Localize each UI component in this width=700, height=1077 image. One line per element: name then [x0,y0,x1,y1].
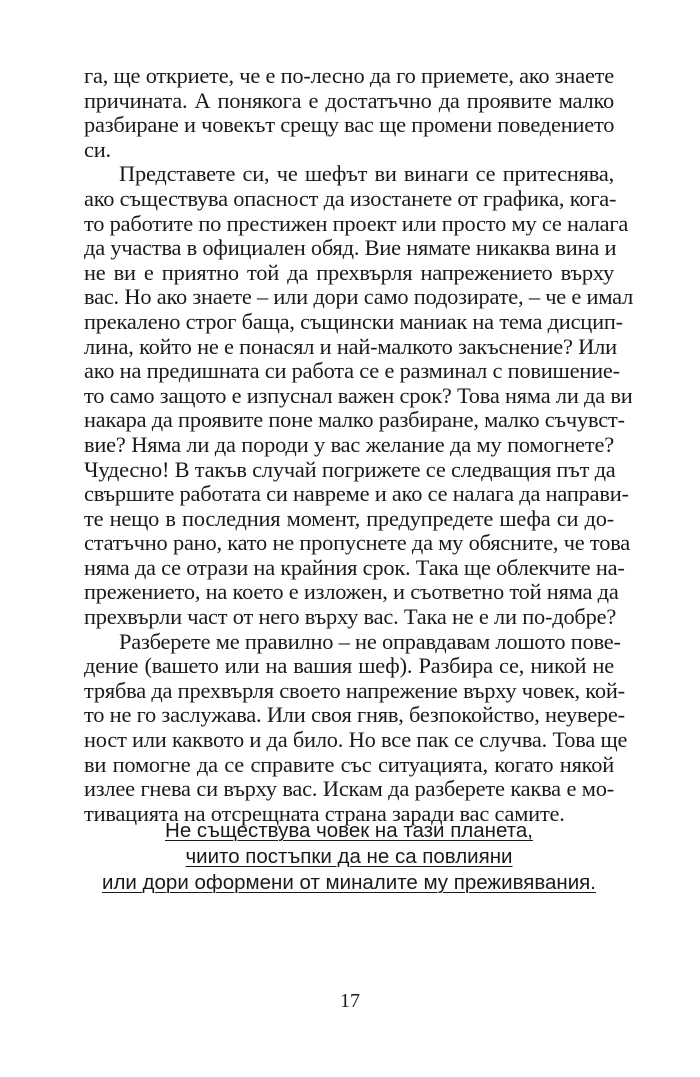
text-line: лина, който не е понасял и най-малкото закъснение? Или [84,333,617,359]
text-line: вие? Няма ли да породи у вас желание да му помогнете? [84,431,614,457]
pull-quote-text: чиито постъпки да не са повлияни [185,845,513,868]
text-line: прекалено строг баща, същински маниак на тема дисцип- [84,308,623,334]
pull-quote-line [84,870,614,896]
text-line: трябва да прехвърля своето напрежение върху човек, кой- [84,677,625,703]
text-line: ако на предишната си работа се е разминал с повишение- [84,358,620,384]
text-line: да участва в официален обяд. Вие нямате никаква вина и [84,235,617,261]
text-line: то не го заслужава. Или своя гняв, безпокойство, неувере- [84,702,625,728]
text-line: га, ще откриете, че е по-лесно да го приемете, ако знаете [84,63,615,88]
text-line: ност или каквото и да било. Но все пак се случва. Това ще [84,727,628,753]
text-line: ви помогне да се справите със ситуацията, когато някой [84,751,614,777]
text-line: прежението, на което е изложен, и съответно той няма да [84,579,619,605]
text-line: разбиране и човекът срещу вас ще промени поведението [84,112,615,138]
page-number: 17 [340,990,360,1012]
text-line: Разберете ме правилно – не оправдавам лошото пове- [119,628,621,654]
paragraph [84,64,614,162]
text-line: Представете си, че шефът ви винаги се притеснява, [119,161,614,187]
pull-quote-text: Не съществува човек на тази планета, [165,819,533,842]
text-line: то само защото е изпуснал важен срок? Това няма ли да ви [84,382,633,408]
text-line: то работите по престижен проект или просто му се налага [84,210,629,236]
paragraph [84,628,628,827]
text-line: причината. А понякога е достатъчно да проявите малко [84,87,614,113]
text-line: вас. Но ако знаете – или дори само подозирате, – че е имал [84,284,634,310]
text-line: статъчно рано, като не пропуснете да му обясните, че това [84,530,631,556]
pull-quote-line [84,844,614,870]
pull-quote-text: или дори оформени от миналите му преживявания. [102,871,596,894]
text-line: дение (вашето или на вашия шеф). Разбира се, никой не [84,653,614,679]
text-line: Чудесно! В такъв случай погрижете се следващия път да [84,456,616,482]
page-body [84,63,634,826]
pull-quote-line [84,818,614,844]
text-line: си. [84,136,111,162]
text-line: накара да проявите поне малко разбиране, малко съчувст- [84,407,625,433]
text-line: тивацията на отсрещната страна заради вас самите. [84,800,565,826]
text-line: прехвърли част от него върху вас. Така не е ли по-добре? [84,604,617,630]
text-line: свършите работата си навреме и ако се налага да направи- [84,481,629,507]
text-line: не ви е приятно той да прехвърля напрежението върху [84,259,614,285]
paragraph [84,161,634,630]
text-line: те нещо в последния момент, предупредете шефа си до- [84,505,614,531]
text-line: няма да се отрази на крайния срок. Така ще облекчите на- [84,554,625,580]
pull-quote [84,818,614,896]
text-line: ако съществува опасност да изостанете от графика, кога- [84,185,617,211]
text-line: излее гнева си върху вас. Искам да разберете каква е мо- [84,776,614,802]
